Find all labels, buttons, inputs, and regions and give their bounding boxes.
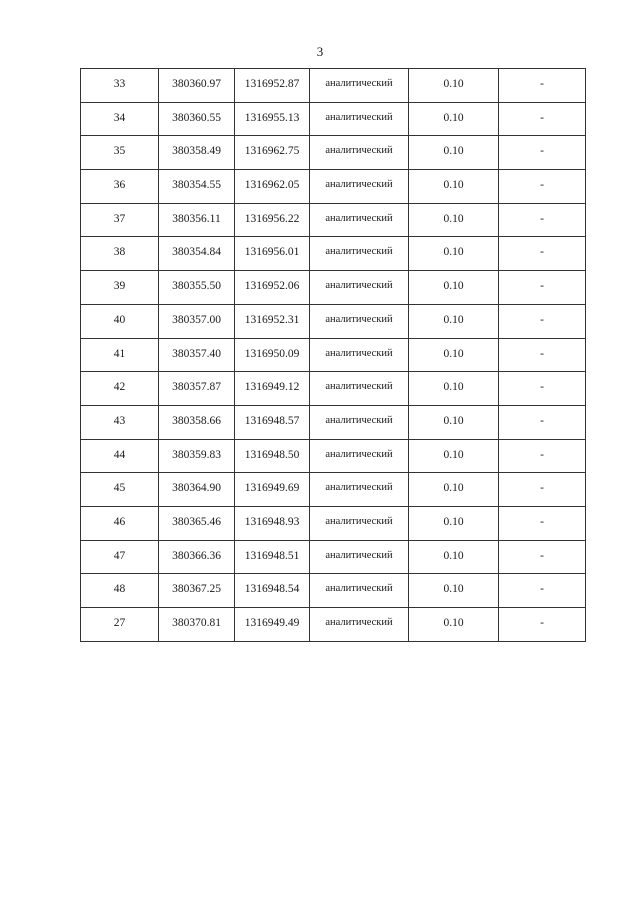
y-coordinate-cell: 1316956.22	[235, 203, 310, 237]
page-number: 3	[316, 44, 324, 59]
note-cell: -	[499, 574, 586, 608]
accuracy-cell: 0.10	[409, 102, 499, 136]
accuracy-cell: 0.10	[409, 304, 499, 338]
note-cell: -	[499, 271, 586, 305]
table-row	[81, 203, 586, 237]
point-number-cell: 44	[81, 439, 159, 473]
note-cell: -	[499, 304, 586, 338]
note-cell: -	[499, 102, 586, 136]
accuracy-cell: 0.10	[409, 203, 499, 237]
note-cell: -	[499, 136, 586, 170]
point-number-cell: 27	[81, 608, 159, 642]
table-row	[81, 338, 586, 372]
table-row	[81, 102, 586, 136]
method-cell: аналитический	[310, 136, 409, 170]
accuracy-cell: 0.10	[409, 473, 499, 507]
table-row	[81, 608, 586, 642]
x-coordinate-cell: 380364.90	[159, 473, 235, 507]
accuracy-cell: 0.10	[409, 170, 499, 204]
accuracy-cell: 0.10	[409, 372, 499, 406]
x-coordinate-cell: 380366.36	[159, 540, 235, 574]
table-row	[81, 69, 586, 103]
note-cell: -	[499, 439, 586, 473]
point-number-cell: 37	[81, 203, 159, 237]
y-coordinate-cell: 1316948.54	[235, 574, 310, 608]
accuracy-cell: 0.10	[409, 506, 499, 540]
accuracy-cell: 0.10	[409, 405, 499, 439]
x-coordinate-cell: 380357.00	[159, 304, 235, 338]
x-coordinate-cell: 380367.25	[159, 574, 235, 608]
x-coordinate-cell: 380360.97	[159, 69, 235, 103]
method-cell: аналитический	[310, 608, 409, 642]
method-cell: аналитический	[310, 506, 409, 540]
accuracy-cell: 0.10	[409, 69, 499, 103]
x-coordinate-cell: 380360.55	[159, 102, 235, 136]
note-cell: -	[499, 473, 586, 507]
x-coordinate-cell: 380354.55	[159, 170, 235, 204]
method-cell: аналитический	[310, 540, 409, 574]
accuracy-cell: 0.10	[409, 338, 499, 372]
point-number-cell: 34	[81, 102, 159, 136]
accuracy-cell: 0.10	[409, 271, 499, 305]
table-row	[81, 405, 586, 439]
accuracy-cell: 0.10	[409, 439, 499, 473]
table-row	[81, 439, 586, 473]
method-cell: аналитический	[310, 69, 409, 103]
point-number-cell: 45	[81, 473, 159, 507]
table-row	[81, 170, 586, 204]
point-number-cell: 46	[81, 506, 159, 540]
method-cell: аналитический	[310, 338, 409, 372]
y-coordinate-cell: 1316952.06	[235, 271, 310, 305]
method-cell: аналитический	[310, 574, 409, 608]
method-cell: аналитический	[310, 237, 409, 271]
method-cell: аналитический	[310, 271, 409, 305]
y-coordinate-cell: 1316949.69	[235, 473, 310, 507]
coordinates-table-body	[81, 69, 586, 642]
point-number-cell: 43	[81, 405, 159, 439]
method-cell: аналитический	[310, 372, 409, 406]
x-coordinate-cell: 380357.40	[159, 338, 235, 372]
note-cell: -	[499, 69, 586, 103]
x-coordinate-cell: 380355.50	[159, 271, 235, 305]
table-row	[81, 473, 586, 507]
table-row	[81, 574, 586, 608]
note-cell: -	[499, 506, 586, 540]
y-coordinate-cell: 1316948.50	[235, 439, 310, 473]
method-cell: аналитический	[310, 473, 409, 507]
method-cell: аналитический	[310, 203, 409, 237]
y-coordinate-cell: 1316962.05	[235, 170, 310, 204]
table-row	[81, 237, 586, 271]
method-cell: аналитический	[310, 405, 409, 439]
x-coordinate-cell: 380358.66	[159, 405, 235, 439]
point-number-cell: 41	[81, 338, 159, 372]
method-cell: аналитический	[310, 170, 409, 204]
note-cell: -	[499, 237, 586, 271]
accuracy-cell: 0.10	[409, 574, 499, 608]
note-cell: -	[499, 338, 586, 372]
x-coordinate-cell: 380354.84	[159, 237, 235, 271]
point-number-cell: 39	[81, 271, 159, 305]
point-number-cell: 36	[81, 170, 159, 204]
y-coordinate-cell: 1316948.93	[235, 506, 310, 540]
method-cell: аналитический	[310, 102, 409, 136]
method-cell: аналитический	[310, 304, 409, 338]
y-coordinate-cell: 1316962.75	[235, 136, 310, 170]
y-coordinate-cell: 1316949.49	[235, 608, 310, 642]
y-coordinate-cell: 1316949.12	[235, 372, 310, 406]
point-number-cell: 35	[81, 136, 159, 170]
note-cell: -	[499, 170, 586, 204]
x-coordinate-cell: 380370.81	[159, 608, 235, 642]
note-cell: -	[499, 540, 586, 574]
table-row	[81, 271, 586, 305]
point-number-cell: 48	[81, 574, 159, 608]
point-number-cell: 47	[81, 540, 159, 574]
note-cell: -	[499, 405, 586, 439]
x-coordinate-cell: 380357.87	[159, 372, 235, 406]
y-coordinate-cell: 1316956.01	[235, 237, 310, 271]
point-number-cell: 38	[81, 237, 159, 271]
note-cell: -	[499, 372, 586, 406]
note-cell: -	[499, 203, 586, 237]
table-row	[81, 540, 586, 574]
y-coordinate-cell: 1316948.51	[235, 540, 310, 574]
x-coordinate-cell: 380356.11	[159, 203, 235, 237]
x-coordinate-cell: 380358.49	[159, 136, 235, 170]
point-number-cell: 42	[81, 372, 159, 406]
y-coordinate-cell: 1316952.31	[235, 304, 310, 338]
note-cell: -	[499, 608, 586, 642]
x-coordinate-cell: 380359.83	[159, 439, 235, 473]
coordinates-table	[80, 68, 586, 642]
y-coordinate-cell: 1316950.09	[235, 338, 310, 372]
table-row	[81, 506, 586, 540]
table-row	[81, 304, 586, 338]
table-row	[81, 372, 586, 406]
y-coordinate-cell: 1316955.13	[235, 102, 310, 136]
y-coordinate-cell: 1316952.87	[235, 69, 310, 103]
accuracy-cell: 0.10	[409, 237, 499, 271]
table-row	[81, 136, 586, 170]
accuracy-cell: 0.10	[409, 540, 499, 574]
accuracy-cell: 0.10	[409, 136, 499, 170]
point-number-cell: 40	[81, 304, 159, 338]
point-number-cell: 33	[81, 69, 159, 103]
y-coordinate-cell: 1316948.57	[235, 405, 310, 439]
accuracy-cell: 0.10	[409, 608, 499, 642]
method-cell: аналитический	[310, 439, 409, 473]
x-coordinate-cell: 380365.46	[159, 506, 235, 540]
